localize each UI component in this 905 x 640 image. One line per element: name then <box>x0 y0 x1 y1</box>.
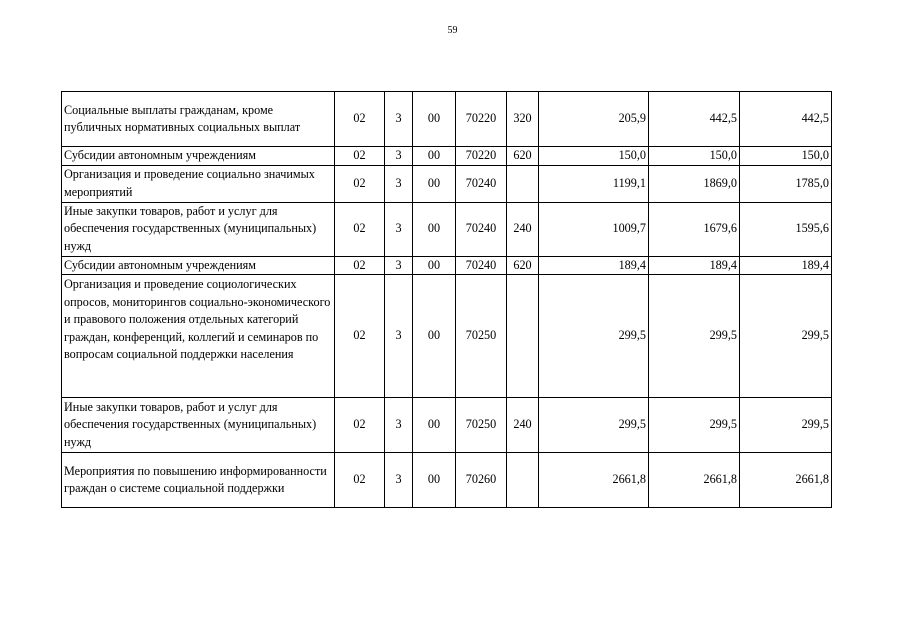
row-prog: 00 <box>413 147 456 166</box>
budget-table <box>61 91 832 508</box>
row-article: 70220 <box>456 147 507 166</box>
row-sub: 3 <box>385 398 413 453</box>
table-row <box>62 147 832 166</box>
row-y2: 442,5 <box>649 92 740 147</box>
row-y1: 205,9 <box>539 92 649 147</box>
row-prog: 00 <box>413 202 456 256</box>
row-article: 70260 <box>456 453 507 508</box>
row-sub: 3 <box>385 92 413 147</box>
row-sub: 3 <box>385 202 413 256</box>
row-y1: 189,4 <box>539 256 649 275</box>
row-y2: 150,0 <box>649 147 740 166</box>
row-y3: 2661,8 <box>740 453 832 508</box>
row-sub: 3 <box>385 147 413 166</box>
row-y2: 299,5 <box>649 275 740 398</box>
row-y3: 442,5 <box>740 92 832 147</box>
row-article: 70240 <box>456 256 507 275</box>
table-row <box>62 92 832 147</box>
row-vr: 240 <box>507 398 539 453</box>
row-y1: 150,0 <box>539 147 649 166</box>
table-row <box>62 453 832 508</box>
row-name: Мероприятия по повышению информированности граждан о системе социальной поддержки <box>62 453 335 508</box>
row-sub: 3 <box>385 165 413 202</box>
row-y3: 189,4 <box>740 256 832 275</box>
table-row <box>62 202 832 256</box>
row-prog: 00 <box>413 453 456 508</box>
row-article: 70240 <box>456 202 507 256</box>
row-sub: 3 <box>385 453 413 508</box>
row-gr: 02 <box>335 147 385 166</box>
row-name: Иные закупки товаров, работ и услуг для обеспечения государственных (муниципальных) нужд <box>62 202 335 256</box>
row-y1: 299,5 <box>539 275 649 398</box>
row-gr: 02 <box>335 92 385 147</box>
row-vr <box>507 453 539 508</box>
row-gr: 02 <box>335 165 385 202</box>
row-name: Социальные выплаты гражданам, кроме публичных нормативных социальных выплат <box>62 92 335 147</box>
table-row <box>62 165 832 202</box>
row-y3: 299,5 <box>740 275 832 398</box>
row-gr: 02 <box>335 275 385 398</box>
row-gr: 02 <box>335 202 385 256</box>
row-vr: 320 <box>507 92 539 147</box>
row-y2: 2661,8 <box>649 453 740 508</box>
row-y3: 150,0 <box>740 147 832 166</box>
row-y1: 1199,1 <box>539 165 649 202</box>
row-gr: 02 <box>335 256 385 275</box>
row-article: 70250 <box>456 275 507 398</box>
row-vr <box>507 275 539 398</box>
row-sub: 3 <box>385 275 413 398</box>
row-prog: 00 <box>413 398 456 453</box>
row-y2: 1679,6 <box>649 202 740 256</box>
row-name: Иные закупки товаров, работ и услуг для обеспечения государственных (муниципальных) нужд <box>62 398 335 453</box>
row-name: Субсидии автономным учреждениям <box>62 256 335 275</box>
row-prog: 00 <box>413 256 456 275</box>
row-sub: 3 <box>385 256 413 275</box>
row-name: Субсидии автономным учреждениям <box>62 147 335 166</box>
table-row <box>62 275 832 398</box>
row-y2: 189,4 <box>649 256 740 275</box>
row-vr: 240 <box>507 202 539 256</box>
row-name: Организация и проведение социально значимых мероприятий <box>62 165 335 202</box>
row-gr: 02 <box>335 398 385 453</box>
row-y1: 299,5 <box>539 398 649 453</box>
row-vr: 620 <box>507 256 539 275</box>
row-prog: 00 <box>413 275 456 398</box>
row-vr <box>507 165 539 202</box>
row-y2: 1869,0 <box>649 165 740 202</box>
row-y3: 1785,0 <box>740 165 832 202</box>
row-y3: 299,5 <box>740 398 832 453</box>
row-y1: 2661,8 <box>539 453 649 508</box>
row-article: 70220 <box>456 92 507 147</box>
row-y3: 1595,6 <box>740 202 832 256</box>
row-article: 70250 <box>456 398 507 453</box>
table-row <box>62 398 832 453</box>
row-prog: 00 <box>413 165 456 202</box>
page-number: 59 <box>447 25 458 36</box>
row-gr: 02 <box>335 453 385 508</box>
row-name: Организация и проведение социологических опросов, мониторингов социально-экономического и правового положения отдельных категорий граждан, конференций, коллегий и семинаров по вопросам социальной поддержки населения <box>62 275 335 398</box>
table-row <box>62 256 832 275</box>
row-article: 70240 <box>456 165 507 202</box>
row-y2: 299,5 <box>649 398 740 453</box>
row-y1: 1009,7 <box>539 202 649 256</box>
row-vr: 620 <box>507 147 539 166</box>
row-prog: 00 <box>413 92 456 147</box>
